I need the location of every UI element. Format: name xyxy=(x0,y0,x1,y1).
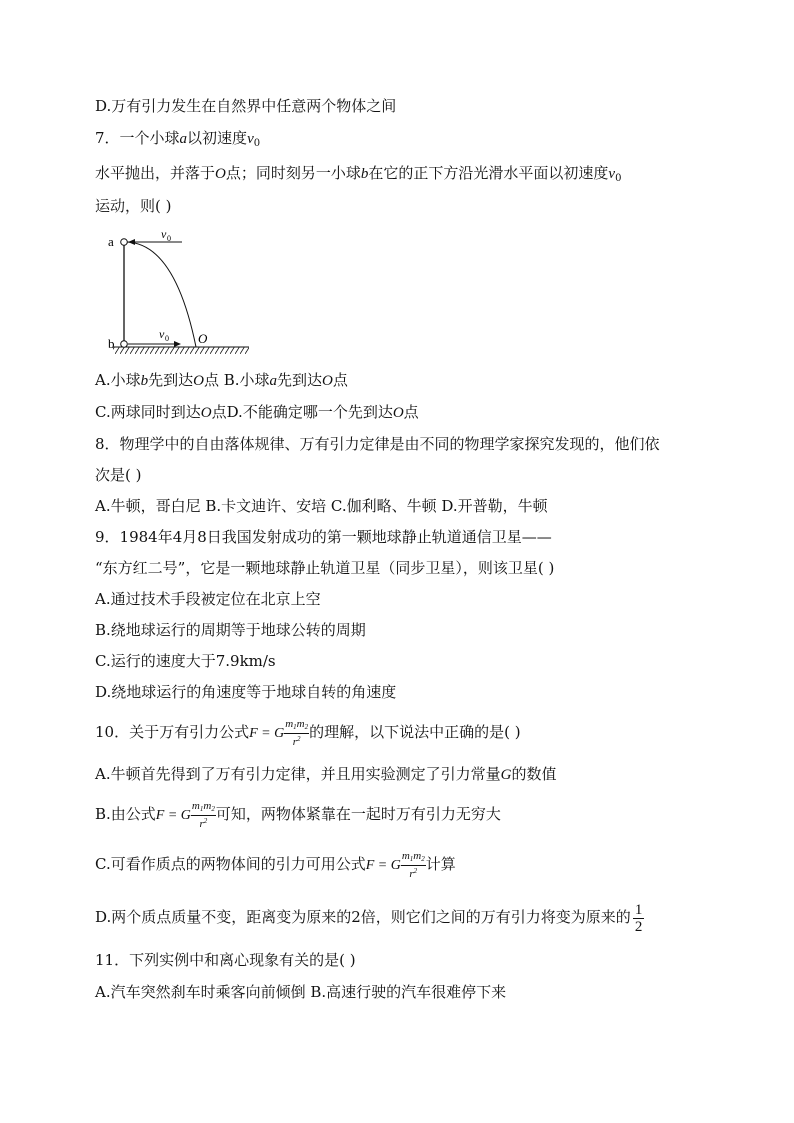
one-half-fraction: $\frac{1}{2}$ xyxy=(634,901,643,935)
q10-text: 的理解，以下说法中正确的是( ) xyxy=(309,723,521,741)
q7-ball-a: a xyxy=(269,373,278,389)
q7-text: 在它的正下方沿光滑水平面以初速度 xyxy=(368,164,609,182)
q10-option-b xyxy=(95,796,501,834)
ground-hatch xyxy=(113,347,249,354)
q10-option-a xyxy=(95,764,556,785)
q7-text: 先到达 xyxy=(277,371,323,389)
gravity-formula-fraction: $\frac{m1m2}{r^2}$ xyxy=(401,849,425,880)
q7-stem-line1 xyxy=(95,128,260,154)
label-v0-top: v xyxy=(161,227,167,241)
q7-text: 水平抛出，并落于 xyxy=(95,164,216,182)
gravity-formula-lhs: F = G xyxy=(249,726,285,741)
q10-text: D.两个质点质量不变，距离变为原来的2倍，则它们之间的万有引力将变为原来的 xyxy=(95,908,631,926)
q7-ball-b: b xyxy=(140,373,149,389)
q10-option-c xyxy=(95,846,456,884)
q11-stem: 11．下列实例中和离心现象有关的是( ) xyxy=(95,951,356,969)
q10-text: 可知，两物体紧靠在一起时万有引力无穷大 xyxy=(215,805,501,823)
q9-stem-line1: 9．1984年4月8日我国发射成功的第一颗地球静止轨道通信卫星—— xyxy=(95,528,552,546)
q10-text: C.可看作质点的两物体间的引力可用公式 xyxy=(95,855,366,873)
q11-options-ab: A.汽车突然刹车时乘客向前倾倒 B.高速行驶的汽车很难停下来 xyxy=(95,983,507,1001)
label-v0-bottom-sub: 0 xyxy=(165,334,169,343)
q10-stem xyxy=(95,714,521,752)
q7-v: v xyxy=(608,166,616,182)
q7-v-sub: 0 xyxy=(253,138,261,149)
q7-text: 7．一个小球 xyxy=(95,129,180,147)
q7-point-o: O xyxy=(215,166,226,182)
q10-constant-g: G xyxy=(500,767,512,783)
q7-text: 点 xyxy=(332,371,348,389)
q7-text: 以初速度 xyxy=(187,129,248,147)
q8-stem-line1: 8．物理学中的自由落体规律、万有引力定律是由不同的物理学家探究发现的，他们依 xyxy=(95,435,660,453)
label-b: b xyxy=(108,336,115,351)
q8-stem-line2: 次是( ) xyxy=(95,466,142,484)
q7-v-sub: 0 xyxy=(615,173,622,184)
gravity-formula-lhs: F = G xyxy=(365,858,401,873)
q7-stem-line2 xyxy=(95,163,621,189)
q9-option-a: A.通过技术手段被定位在北京上空 xyxy=(95,590,321,608)
q7-ball-b: b xyxy=(360,166,369,182)
arrow-bottom-head xyxy=(174,341,181,347)
q7-options-ab xyxy=(95,370,348,391)
label-v0-top-sub: 0 xyxy=(167,234,171,243)
q7-text: 点 B.小球 xyxy=(203,371,270,389)
q10-text: B.由公式 xyxy=(95,805,156,823)
q10-text: 计算 xyxy=(425,855,456,873)
q7-stem-line3: 运动，则( ) xyxy=(95,197,172,215)
q9-stem-line2: “东方红二号”，它是一颗地球静止轨道卫星（同步卫星），则该卫星( ) xyxy=(95,559,555,577)
q7-figure xyxy=(95,226,255,360)
q7-point-o: O xyxy=(392,405,404,421)
gravity-formula-lhs: F = G xyxy=(155,808,191,823)
label-a: a xyxy=(108,234,114,249)
q7-point-o: O xyxy=(200,405,212,421)
gravity-formula-fraction: $\frac{m1m2}{r^2}$ xyxy=(191,799,215,830)
q7-text: C.两球同时到达 xyxy=(95,403,201,421)
q10-text: 10．关于万有引力公式 xyxy=(95,723,250,741)
q9-option-b: B.绕地球运行的周期等于地球公转的周期 xyxy=(95,621,366,639)
q10-text: A.牛顿首先得到了万有引力定律，并且用实验测定了引力常量 xyxy=(95,765,501,783)
q7-v: v xyxy=(247,131,254,147)
q8-options: A.牛顿，哥白尼 B.卡文迪许、安培 C.伽利略、牛顿 D.开普勒，牛顿 xyxy=(95,497,548,515)
q7-text: 点D.不能确定哪一个先到达 xyxy=(211,403,393,421)
q10-text: 的数值 xyxy=(511,765,557,783)
q9-option-d: D.绕地球运行的角速度等于地球自转的角速度 xyxy=(95,683,397,701)
label-v0-bottom: v xyxy=(159,327,165,341)
ball-b xyxy=(121,341,128,348)
gravity-formula-fraction: $\frac{m1m2}{r^2}$ xyxy=(285,717,309,748)
q7-options-cd xyxy=(95,402,419,423)
projectile-diagram xyxy=(95,226,255,356)
ball-a xyxy=(121,239,128,246)
q7-text: 点；同时刻另一小球 xyxy=(225,164,361,182)
q7-text: 点 xyxy=(403,403,419,421)
q7-ball-a: a xyxy=(179,131,188,147)
q6-option-d: D.万有引力发生在自然界中任意两个物体之间 xyxy=(95,97,397,115)
label-o: O xyxy=(198,331,208,346)
q7-text: 先到达 xyxy=(148,371,194,389)
q10-option-d xyxy=(95,897,644,937)
q7-point-o: O xyxy=(322,373,333,389)
q9-option-c: C.运行的速度大于7.9km/s xyxy=(95,652,276,670)
q7-text: A.小球 xyxy=(95,371,141,389)
q7-point-o: O xyxy=(193,373,204,389)
